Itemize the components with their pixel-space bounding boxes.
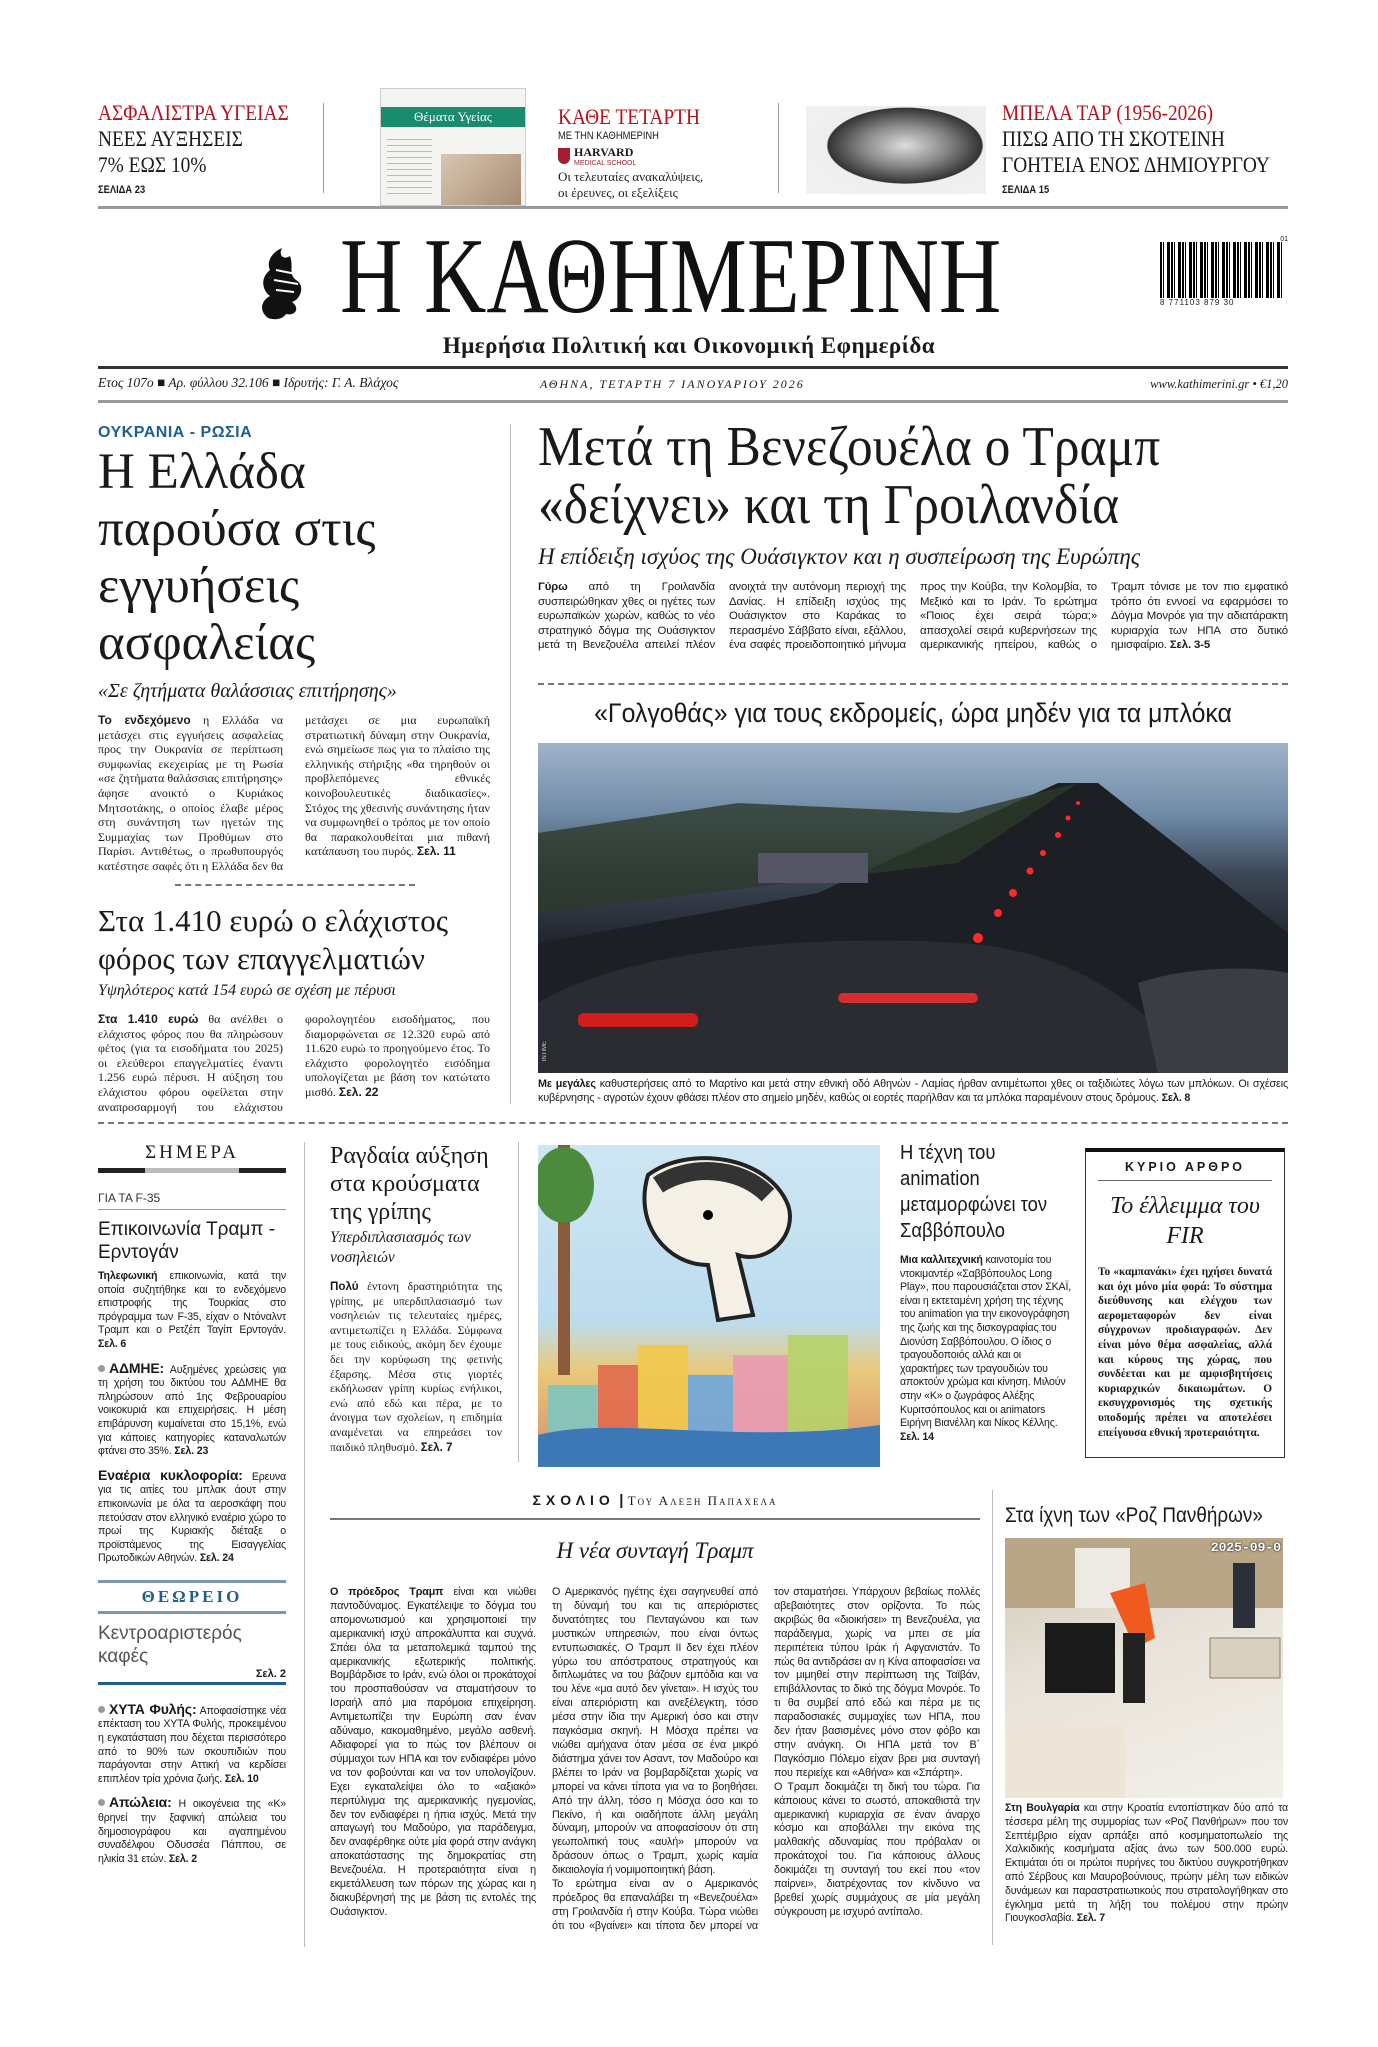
lead-in: Ο πρόεδρος Τραμπ: [330, 1586, 444, 1598]
teaser-health-premiums[interactable]: [98, 100, 318, 196]
article-flu[interactable]: [330, 1142, 502, 1455]
bullet-icon: [98, 1365, 105, 1372]
page-ref: Σελ. 8: [1161, 1092, 1191, 1104]
cctv-timestamp: 2025-09-0: [1210, 1540, 1281, 1555]
griffin-logo-icon: [248, 240, 316, 320]
body-text: επικοινωνία, κατά την οποία συζητήθηκε και το ενδεχόμενο επιστροφής της Τουρκίας στο πρόγραμμα των F-35, είχαν ο Ντόναλντ Τραμπ και ο Ρετζέπ Ταγίπ Ερντογάν.: [98, 1270, 286, 1337]
bela-tarr-photo[interactable]: [806, 106, 986, 194]
deck: Η επίδειξη ισχύος της Ουάσιγκτον και η συσπείρωση της Ευρώπης: [538, 544, 1141, 569]
page-ref: Σελ. 7: [1076, 1912, 1105, 1925]
comment-headline[interactable]: Η νέα συνταγή Τραμπ: [556, 1538, 754, 1563]
supplement-photo: [441, 154, 521, 206]
partner-sub: MEDICAL SCHOOL: [574, 160, 637, 167]
teaser-line: οι έρευνες, οι εξελίξεις: [558, 185, 678, 200]
page-ref: Σελ. 2: [255, 1667, 286, 1680]
section-heading: ΘΕΩΡΕΙΟ: [141, 1586, 243, 1606]
body-text: η Ελλάδα να μετάσχει στις εγγυήσεις ασφαλείας προς την Ουκρανία σε περίπτωση συμφωνίας εκεχειρίας με τη Ρωσία «σε ζητήματα θαλάσσιας επιτήρησης» άφησε ανοικτό ο Κυριάκος Μητσοτάκης, ο οποίος έλαβε μέρος στη συνάντηση των ηγετών της Συμμαχίας των Προθύμων στο Παρίσι. Αντιθέτως, ο πρωθυπουργός κατέστησε σαφές ότι η Ελλάδα δεν θα μετάσχει σε μια ευρωπαϊκή στρατιωτική δύναμη στην Ουκρανία, ενώ σημείωσε πως για το πλαίσιο της ελληνικής στήριξης «θα τηρηθούν οι προβλεπόμενες εθνικές κοινοβουλευτικές διαδικασίες». Στόχος της χθεσινής συνάντησης ήταν να συμφωνηθεί ο τρόπος με τον οποίο θα παρακολουθείται μια πιθανή κατάπαυση του πυρός.: [98, 713, 490, 873]
page-ref: Σελ. 11: [416, 844, 456, 859]
dateline-date: ΑΘΗΝΑ, ΤΕΤΑΡΤΗ 7 ΙΑΝΟΥΑΡΙΟΥ 2026: [540, 377, 805, 391]
lead-in: Στη Βουλγαρία: [1005, 1802, 1080, 1814]
article-tax[interactable]: [98, 902, 490, 1114]
section-heading: ΚΥΡΙΟ ΑΡΘΡΟ: [1098, 1160, 1272, 1181]
page-ref: Σελ. 3-5: [1169, 639, 1211, 652]
teaser-line: 7% ΕΩΣ 10%: [98, 152, 207, 177]
author-byline: Του Αλεξη Παπαχελα: [627, 1493, 778, 1508]
editorial-body: Το «καμπανάκι» έχει ηχήσει δυνατά και όχι μόνο μία φορά: Το σύστημα διεύθυνσης και ελέγχου των αερομεταφορών δεν είναι σύγχρονων προδιαγραφών. Δεν είναι μόνο θέμα ασφαλείας, αλλά και κύρους της χώρας, που συνδέεται και με αμφισβητήσεις κυριαρχικών δικαιωμάτων. Ο εκσυγχρονισμός της σχετικής υποδομής πρέπει να αποτελέσει επείγουσα εθνική προτεραιότητα.: [1098, 1266, 1272, 1439]
headline: Η Ελλάδα παρούσα στις εγγυήσεις ασφαλείας: [98, 444, 376, 671]
teaser-page: ΣΕΛΙΔΑ 23: [98, 184, 146, 196]
lead-in: ΧΥΤΑ Φυλής:: [109, 1700, 197, 1717]
teaser-page: ΣΕΛΙΔΑ 15: [1002, 184, 1050, 196]
theoreio-item[interactable]: [98, 1622, 286, 1685]
lead-in: Στα 1.410 ευρώ: [98, 1012, 199, 1026]
headline: Επικοινωνία Τραμπ - Ερντογάν: [98, 1219, 276, 1263]
lead-in: Πολύ: [330, 1280, 359, 1293]
headline: Ραγδαία αύξηση στα κρούσματα της γρίπης: [330, 1143, 489, 1225]
traffic-headline[interactable]: «Γολγοθάς» για τους εκδρομείς, ώρα μηδέν για τα μπλόκα: [594, 698, 1232, 728]
savvopoulos-animation-image[interactable]: [538, 1145, 880, 1467]
cctv-robbery-photo[interactable]: [1005, 1538, 1283, 1798]
dateline-issue: Ετος 107ο ■ Αρ. φύλλου 32.106 ■ Ιδρυτής: Γ. Α. Βλάχος: [98, 375, 399, 390]
today-lead-item[interactable]: [98, 1218, 286, 1352]
animation-artwork: [538, 1145, 880, 1467]
body-text: από τη Γροιλανδία συσπειρώθηκαν χθες οι ηγέτες των ευρωπαϊκών χωρών, καθώς το νέο στρατηγικό δόγμα της Ουάσιγκτον μετά τη Βενεζουέλα απειλεί πλέον ανοιχτά την αυτόνομη περιοχή της Δανίας. Η επίδειξη ισχύος της Ουάσιγκτον στο Καράκας το περασμένο Σάββατο είναι, εξάλλου, ένα σαφές προειδοποιητικό μήνυμα προς την Κούβα, την Κολομβία, το Μεξικό και το Ιράν. Το ερώτημα «Ποιος έχει σειρά τώρα;» απασχολεί σειρά κυβερνήσεων της αμερικανικής ηπείρου, καθώς ο Τραμπ τόνισε με τον πιο εμφατικό τρόπο ότι εννοεί να εφαρμόσει το Δόγμα Μονρόε για την αδιατάρακτη κυριαρχία των ΗΠΑ στο δυτικό ημισφαίριο.: [538, 581, 1288, 652]
headline: Κεντροαριστερός καφές: [98, 1622, 242, 1667]
article-body: [98, 1012, 490, 1114]
article-body: [98, 713, 490, 874]
body-text: θα ανέλθει ο ελάχιστος φόρος που θα πληρώσουν φέτος (για τα εισοδήματα του 2025) οι ελεύθεροι επαγγελματίες έναντι 1.256 ευρώ πέρυσι. Η αύξηση του ελάχιστου φόρου οφείλεται στην αναπροσαρμογή του ελάχιστου φορολογητέου εισοδήματος, που διαμορφώνεται σε 12.320 ευρώ από 11.620 ευρώ το προηγούμενο έτος. Το ελάχιστο φορολογητέο εισόδημα υπολογίζεται με βάση τον κατώτατο μισθό.: [98, 1012, 490, 1114]
cctv-scene: [1005, 1538, 1283, 1798]
body-paragraph: Το ερώτημα είναι αν ο Αμερικανός πρόεδρος θα επαναλάβει τη «Βενεζουέλα» στη Γροιλανδία ή στην Κούβα. Τώρα νιώθει ότι του «βγαίνει» και τίποτα δεν μπορεί να τον σταματήσει. Υπάρχουν βεβαίως πολλές αβεβαιότητες στον ορίζοντα. Το πώς ακριβώς θα «διοικήσει» τη Βενεζουέλα, για παράδειγμα, χωρίς να μπει σε μία περιπέτεια τύπου Ιράκ ή Αφγανιστάν. Το πώς θα αντιδράσει αν η Κίνα αποφασίσει να τον μιμηθεί στην περίπτωση της Ταϊβάν, επιβάλλοντας το δικό της δόγμα Μονρόε. Το τι θα συμβεί από εδώ και πέρα με τις παραδοσιακές συμμαχίες των ΗΠΑ, που δεν ήταν βασισμένες μόνο στον φόβο και στην ανάγκη. Οι ΗΠΑ μετά τον Β΄ Παγκόσμιο Πόλεμο είχαν βρει μια συνταγή που περιείχε και «Αθήνα» και «Σπάρτη».: [552, 1586, 980, 1932]
bullet-icon: [98, 1799, 105, 1806]
kicker: ΓΙΑ ΤΑ F-35: [98, 1191, 286, 1210]
teaser-title: ΜΠΕΛΑ ΤΑΡ (1956-2026): [1002, 100, 1214, 125]
headline: Μετά τη Βενεζουέλα ο Τραμπ «δείχνει» και τη Γροιλανδία: [538, 416, 1161, 536]
lead-in: ΑΔΜΗΕ:: [109, 1359, 165, 1376]
lead-in: Το ενδεχόμενο: [98, 713, 191, 727]
teaser-title: ΑΣΦΑΛΙΣΤΡΑ ΥΓΕΙΑΣ: [98, 100, 289, 125]
page-ref: Σελ. 10: [224, 1772, 259, 1785]
page-ref: Σελ. 24: [199, 1552, 234, 1565]
teaser-line: ΠΙΣΩ ΑΠΟ ΤΗ ΣΚΟΤΕΙΝΗ: [1002, 126, 1225, 151]
lead-in: Μια καλλιτεχνική: [900, 1254, 983, 1266]
article-lead-venezuela[interactable]: [538, 418, 1288, 653]
kicker: ΟΥΚΡΑΝΙΑ - ΡΩΣΙΑ: [98, 424, 253, 441]
lead-in: Με μεγάλες: [538, 1078, 596, 1090]
body-text: καθυστερήσεις από το Μαρτίνο και μετά στην εθνική οδό Αθηνών - Λαμίας ήρθαν αντιμέτωποι χθες οι ταξιδιώτες λόγω των μπλόκων. Οι σχέσεις κυβέρνησης - αγροτών έχουν φθάσει πλέον στο σημείο μηδέν, καθώς οι εορτές παρήλθαν και τα μπλόκα παραμένουν στους δρόμους.: [538, 1078, 1289, 1104]
body-text: Η οικογένεια της «Κ» θρηνεί την ξαφνική απώλεια του δημοσιογράφου και αγαπημένου συναδέλφου Οδυσσέα Πάππου, σε ηλικία 31 ετών.: [98, 1798, 286, 1865]
traffic-jam-photo[interactable]: [538, 743, 1288, 1073]
body-text: είναι και νιώθει παντοδύναμος. Εγκατέλειψε το δόγμα του απομονωτισμού και χρησιμοποιεί την αμερικανική ισχύ απροκάλυπτα και συχνά. Σπάει όλα τα μεταπολεμικά ταμπού της αμερικανικής εξωτερικής πολιτικής. Βομβάρδισε το Ιράν, ενώ όλοι οι προκάτοχοί του προσπαθούσαν να σταματήσουν το Ισραήλ από μια παρόμοια επιχείρηση. Αντιμετωπίζει την Ευρώπη σαν έναν αδύναμο, κακομαθημένο, μεγάλο ασθενή. Αδιαφορεί για το πώς τον βλέπουν οι σύμμαχοι των ΗΠΑ και τον ενδιαφέρει μόνο να τον φοβούνται και να τον υπολογίζουν. Εχει εγκαταλείψει όλο το «αξιακό» περιτύλιγμα της αμερικανικής ηγεμονίας, δεν τον ενδιαφέρει η ήπια ισχύς. Μετά την απαγωγή του Μαδούρο, για παράδειγμα, δεν αναφέρθηκε ούτε μία φορά στην ανάγκη αποκατάστασης της δημοκρατίας στη Βενεζουέλα. Η προτεραιότητα είναι η εκμετάλλευση των πόρων της χώρας και η διακυβέρνησή της με βάση τις εντολές της Ουάσιγκτον.: [330, 1586, 536, 1918]
teaser-bela-tarr[interactable]: [1002, 100, 1287, 196]
theoreio-header: [98, 1580, 286, 1614]
lead-in: Απώλεια:: [109, 1794, 172, 1811]
body-text: Αυξημένες χρεώσεις για τη χρήση του δικτύου του ΑΔΜΗΕ θα πληρώσουν από 1ης Φεβρουαρίου νοικοκυριά και επιχειρήσεις. Η μέση επιβάρυνση κυμαίνεται στο 15,1%, ενώ για κάποιες κατηγορίες καταναλωτών φτάνει στο 35%.: [98, 1363, 286, 1458]
theoreio-item[interactable]: [98, 1796, 286, 1866]
headline: Στα ίχνη των «Ροζ Πανθήρων»: [1005, 1504, 1263, 1527]
masthead-title: Η ΚΑΘΗΜΕΡΙΝΗ: [340, 217, 1002, 336]
barcode-digits: 8 771103 879 30: [1160, 298, 1235, 307]
headline: Η τέχνη του animation μεταμορφώνει τον Σαββόπουλο: [900, 1142, 1048, 1242]
masthead-subtitle: Ημερήσια Πολιτική και Οικονομική Εφημερίδα: [442, 333, 936, 358]
body-paragraph: Ο Αμερικανός ηγέτης έχει σαγηνευθεί από τη δύναμή του και τις απεριόριστες δυνατότητες του Πενταγώνου και των μυστικών υπηρεσιών, που είναι όντως εντυπωσιακές. Ο Τραμπ ΙΙ δεν έχει πλέον γύρω του απόστρατους στρατηγούς και διπλωμάτες να του βάζουν εμπόδια και να του λένε «μα αυτό δεν γίνεται». Η ισχύς του είναι απεριόριστη και ανεξέλεγκτη, τόσο μέσα στην ίδια την Αμερική όσο και στην παγκόσμια σκηνή. Η Μόσχα πρέπει να νιώθει αμήχανα όταν μέσα σε ένα μικρό διάστημα χάνει τον Ασαντ, τον Μαδούρο και βλέπει το Ιράν να βομβαρδίζεται χωρίς να μπορεί να κάνει τίποτα για να το βοηθήσει. Από την άλλη, τόσο η Μόσχα όσο και το Πεκίνο, ή και οιαδήποτε άλλη μεγάλη δύναμη, μπορούν να αποφασίσουν ότι στη γεωπολιτική τους «αυλή» μπορούν να δράσουν όπως ο Τραμπ, χωρίς καμία δικαιολογία ή νομιμοποιητική βάση.: [552, 1586, 758, 1877]
partner-name: HARVARD: [574, 145, 634, 159]
deck: Υψηλότερος κατά 154 ευρώ σε σχέση με πέρυσι: [98, 982, 396, 999]
body-paragraph: Ο Τραμπ δοκιμάζει τη δική του τώρα. Για κάποιους κάνει το σωστό, αποκαθιστά την αμερικανική κυριαρχία σε έναν άναρχο κόσμο και αποβάλλει την εικόνα της μαλθακής αδυναμίας που πρόβαλαν οι προκάτοχοί του. Για κάποιους άλλους δοκιμάζει τη συνταγή του εκεί που «τον παίρνει», διατρέχοντας τον κίνδυνο να βρεθεί χωρίς συμμάχους σε μία μεγάλη σύγκρουση με ισχυρό αντίπαλο.: [774, 1780, 980, 1918]
today-item[interactable]: [98, 1466, 286, 1566]
teaser-sub: ΜΕ ΤΗΝ ΚΑΘΗΜΕΡΙΝΗ: [558, 130, 659, 142]
section-heading: ΣΧΟΛΙΟ: [532, 1492, 615, 1508]
headline: Στα 1.410 ευρώ ο ελάχιστος φόρος των επαγγελματιών: [98, 903, 449, 976]
page-ref: Σελ. 2: [168, 1852, 197, 1865]
article-body: [538, 580, 1288, 653]
teaser-harvard[interactable]: [558, 104, 778, 201]
teaser-line: ΝΕΕΣ ΑΥΞΗΣΕΙΣ: [98, 126, 243, 151]
barcode-issue: 01: [1280, 236, 1288, 243]
teaser-line: ΓΟΗΤΕΙΑ ΕΝΟΣ ΔΗΜΙΟΥΡΓΟΥ: [1002, 152, 1270, 177]
lead-in: Τηλεφωνική: [98, 1270, 158, 1282]
page-ref: Σελ. 14: [900, 1430, 934, 1443]
deck: Υπερδιπλασιασμός των νοσηλειών: [330, 1229, 471, 1266]
traffic-photo-art: [538, 743, 1288, 1073]
photo-credit: INTIME: [542, 1040, 548, 1061]
body-text: Ερευνα για τις αιτίες του μπλακ άουτ στην επικοινωνία με όλα τα αεροσκάφη που πετούσαν στον ελληνικό εναέριο χώρο το πρωί της Κυριακής διέταξε ο προϊστάμενος της Εισαγγελίας Πρωτοδικών Αθηνών.: [98, 1470, 286, 1565]
supplement-cover[interactable]: [380, 88, 526, 206]
teaser-title: ΚΑΘΕ ΤΕΤΑΡΤΗ: [558, 104, 700, 129]
today-column: [98, 1142, 286, 1866]
lead-in: Γύρω: [538, 581, 568, 593]
harvard-shield-icon: [558, 148, 570, 164]
body-text: και στην Κροατία εντοπίστηκαν δύο από τα τέσσερα μέλη της συμμορίας των «Ροζ Πανθήρων» που τον Σεπτέμβριο είχαν αρπάξει από κοσμηματοπωλείο της Χαλκιδικής κοσμήματα αξίας άνω των 500.000 ευρώ. Εκτιμάται ότι οι πρώτοι πυρήνες του δικτύου συγκροτήθηκαν από Σέρβους και Μαυροβούνιους, πρώην μέλη των ειδικών δυνάμεων και παραστρατιωτικούς που στρατολογήθηκαν στο έγκλημα μετά τη λήξη του πολέμου στην πρώην Γιουγκοσλαβία.: [1005, 1802, 1288, 1925]
barcode: [1160, 236, 1288, 312]
teaser-line: Οι τελευταίες ανακαλύψεις,: [558, 169, 704, 184]
traffic-caption: [538, 1077, 1288, 1105]
bullet-icon: [98, 1706, 105, 1713]
today-item[interactable]: [98, 1359, 286, 1459]
section-heading: ΣΗΜΕΡΑ: [145, 1142, 239, 1163]
article-ukraine[interactable]: [98, 424, 490, 874]
comment-header: ΣΧΟΛΙΟ | Του Αλεξη Παπαχελα: [532, 1492, 778, 1509]
deck: «Σε ζητήματα θαλάσσιας επιτήρησης»: [98, 680, 397, 702]
theoreio-item[interactable]: [98, 1700, 286, 1787]
page-ref: Σελ. 6: [98, 1337, 127, 1350]
body-text: έντονη δραστηριότητα της γρίπης, με υπερδιπλασιασμό των νοσηλειών τις τελευταίες ημέρες, αντιμετωπίζει η Ελλάδα. Σύμφωνα με τους ειδικούς, ακόμη δεν έχουμε δει την κορύφωση της φετινής έξαρσης. Μέσα στις γιορτές εκδήλωσαν γρίπη κυρίως ενήλικοι, ενώ από εδώ και πέρα, με το άνοιγμα των σχολείων, η επιδημία αναμένεται να επηρεάσει τον παιδικό πληθυσμό.: [330, 1280, 502, 1454]
article-pink-panthers[interactable]: [1005, 1504, 1288, 1926]
comment-body: [330, 1586, 980, 1946]
headline: Το έλλειμμα του FIR: [1110, 1193, 1260, 1249]
article-animation[interactable]: [900, 1140, 1072, 1444]
editorial-box[interactable]: [1085, 1148, 1285, 1458]
lead-in: Εναέρια κυκλοφορία:: [98, 1466, 243, 1483]
page-ref: Σελ. 23: [174, 1445, 209, 1458]
body-text: καινοτομία του ντοκιμαντέρ «Σαββόπουλος Long Play», που παρουσιάζεται στον ΣΚΑΪ, είναι η εκτεταμένη χρήση της τέχνης του animation για την εικονογράφηση της ζωής και της δισκογραφίας του Διονύση Σαββόπουλου. Ο ίδιος ο τραγουδοποιός αλλά και οι χαρακτήρες των τραγουδιών του αποκτούν χρώμα και κίνηση. Μιλούν στην «Κ» ο ζωγράφος Αλέξης Κυριτσόπουλος και οι animators Ειρήνη Βιανέλλη και Νίκος Κέλλης.: [900, 1254, 1072, 1430]
body-text: Αποφασίστηκε νέα επέκταση του ΧΥΤΑ Φυλής, προκειμένου η εγκατάσταση που δέχεται περισσότερο από το 90% των σκουπιδιών που παράγονται στην Αττική να κερδίσει επιπλέον τρία χρόνια ζωής.: [98, 1704, 286, 1785]
dateline-web-price: www.kathimerini.gr • €1,20: [1150, 377, 1288, 391]
supplement-title: Θέματα Υγείας: [381, 107, 525, 127]
page-ref: Σελ. 22: [338, 1084, 379, 1099]
page-ref: Σελ. 7: [420, 1440, 453, 1454]
